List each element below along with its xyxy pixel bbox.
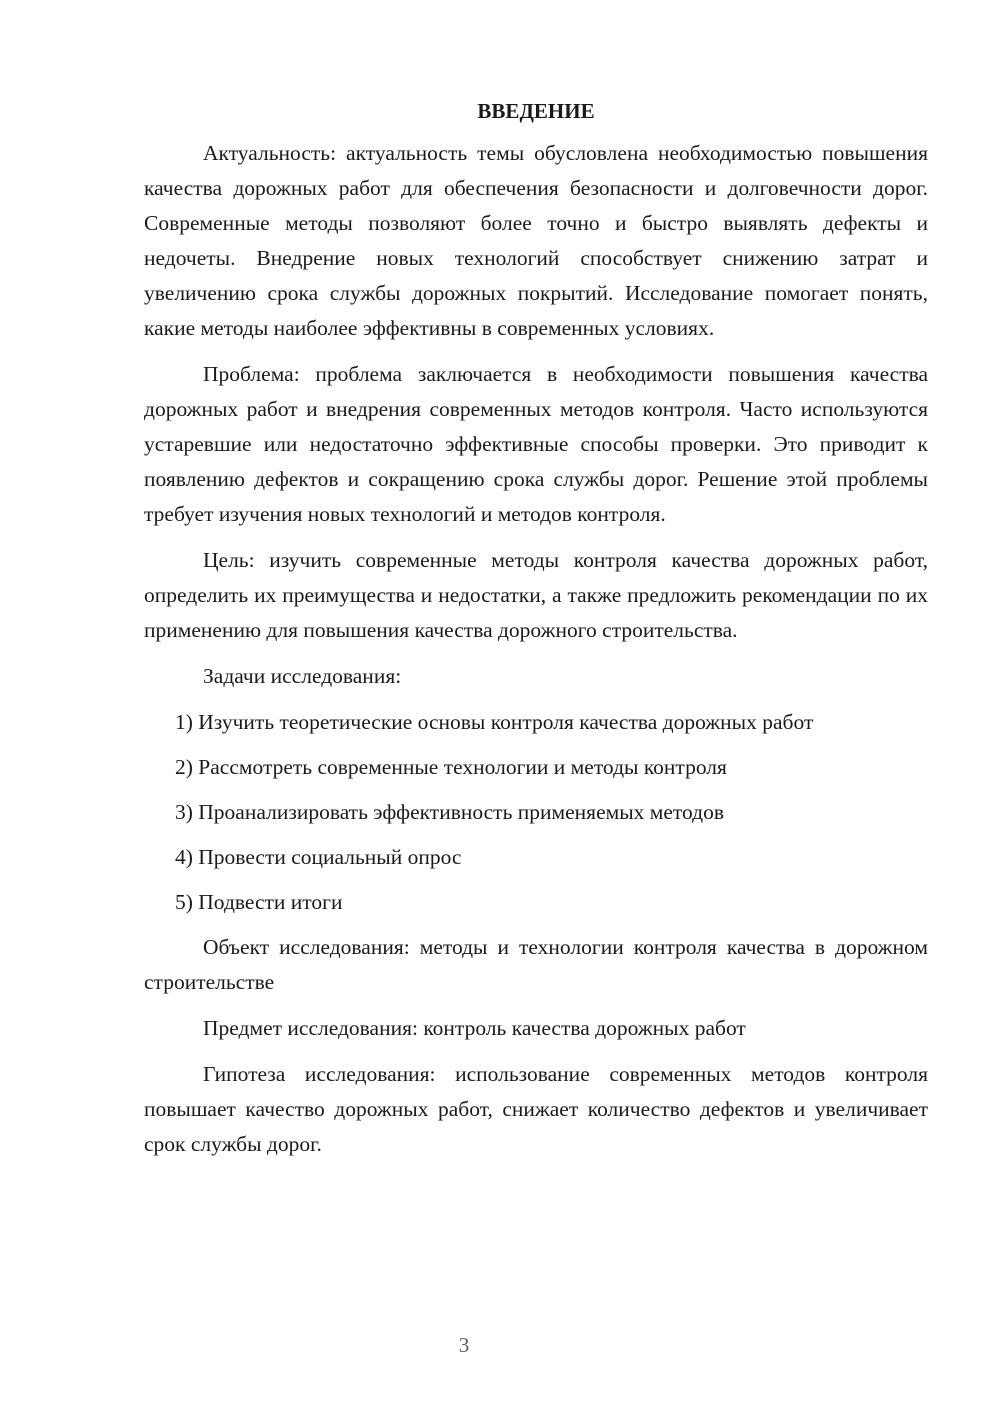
goal-paragraph: Цель: изучить современные методы контроля качества дорожных работ, определить их преимущества и недостатки, а также предложить рекомендации по их применению для повышения качества дорожного строительства. <box>144 548 928 642</box>
tasks-list <box>144 705 928 920</box>
list-item: 2) Рассмотреть современные технологии и методы контроля <box>175 755 727 779</box>
list-item: 5) Подвести итоги <box>175 890 343 914</box>
subject-paragraph: Предмет исследования: контроль качества дорожных работ <box>203 1016 746 1040</box>
hypothesis-paragraph: Гипотеза исследования: использование современных методов контроля повышает качество дорожных работ, снижает количество дефектов и увеличивает срок службы дорог. <box>144 1062 928 1156</box>
list-item: 4) Провести социальный опрос <box>175 845 462 869</box>
page-content <box>144 96 928 1173</box>
list-item: 1) Изучить теоретические основы контроля качества дорожных работ <box>175 710 814 734</box>
tasks-heading: Задачи исследования: <box>203 664 402 688</box>
object-paragraph: Объект исследования: методы и технологии контроля качества в дорожном строительстве <box>144 935 928 994</box>
problem-paragraph: Проблема: проблема заключается в необходимости повышения качества дорожных работ и внедрения современных методов контроля. Часто используются устаревшие или недостаточно эффективные способы проверки. Это приводит к появлению дефектов и сокращению срока службы дорог. Решение этой проблемы требует изучения новых технологий и методов контроля. <box>144 362 928 526</box>
relevance-paragraph: Актуальность: актуальность темы обусловлена необходимостью повышения качества дорожных работ для обеспечения безопасности и долговечности дорог. Современные методы позволяют более точно и быстро выявлять дефекты и недочеты. Внедрение новых технологий способствует снижению затрат и увеличению срока службы дорожных покрытий. Исследование помогает понять, какие методы наиболее эффективны в современных условиях. <box>144 141 928 340</box>
section-title: ВВЕДЕНИЕ <box>477 99 595 123</box>
page-number: 3 <box>458 1333 470 1357</box>
list-item: 3) Проанализировать эффективность применяемых методов <box>175 800 725 824</box>
